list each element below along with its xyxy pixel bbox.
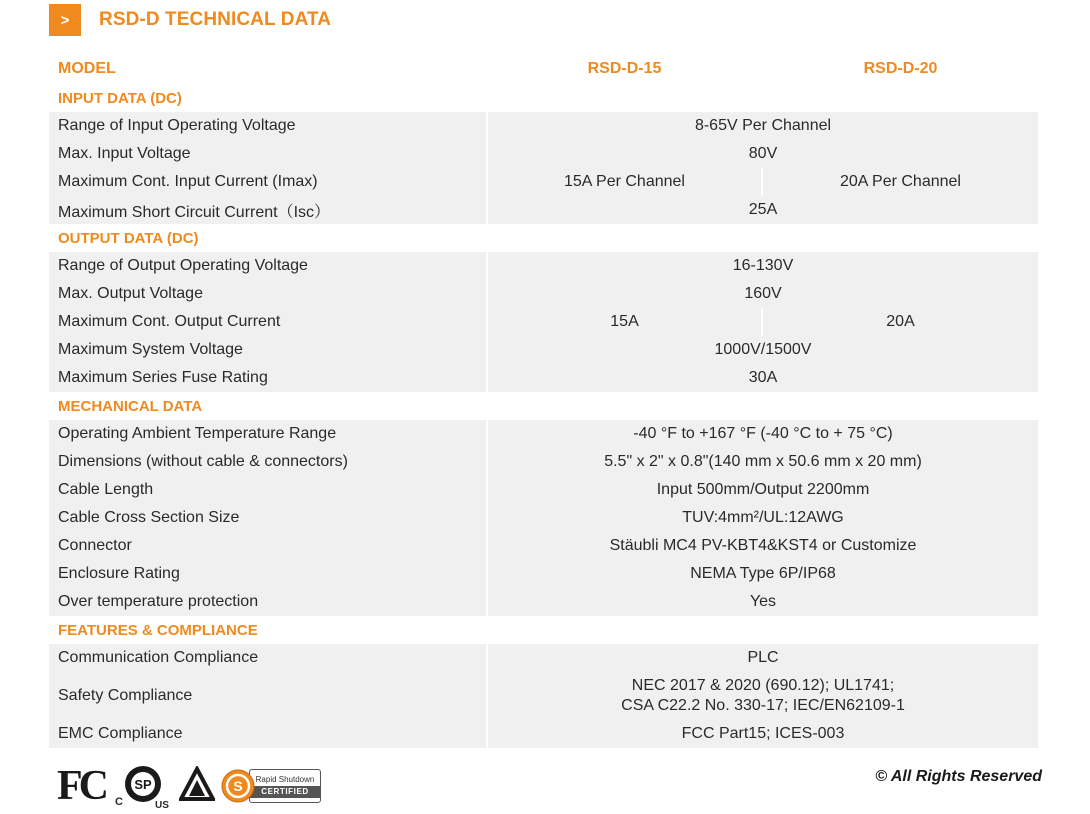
row-value: Input 500mm/Output 2200mm (488, 476, 1038, 504)
svg-text:S: S (233, 778, 243, 794)
model-col-b: RSD-D-20 (863, 60, 938, 77)
row-label: Enclosure Rating (49, 560, 486, 588)
table-row (49, 448, 1038, 476)
row-label: Communication Compliance (49, 644, 486, 672)
row-label: Range of Input Operating Voltage (49, 112, 486, 140)
row-value-a: 15A (488, 308, 761, 336)
model-col-a: RSD-D-15 (587, 60, 662, 77)
row-label: Maximum Cont. Output Current (49, 308, 486, 336)
row-label: Maximum Series Fuse Rating (49, 364, 486, 392)
section-title-row (49, 224, 1038, 252)
row-label: Over temperature protection (49, 588, 486, 616)
table-row (49, 140, 1038, 168)
table-row (49, 560, 1038, 588)
row-value: 8-65V Per Channel (488, 112, 1038, 140)
table-row (49, 196, 1038, 224)
table-row (49, 672, 1038, 720)
row-label: Connector (49, 532, 486, 560)
row-label: Range of Output Operating Voltage (49, 252, 486, 280)
footer (57, 762, 1042, 810)
row-label: Operating Ambient Temperature Range (49, 420, 486, 448)
row-value-a: 15A Per Channel (488, 168, 761, 196)
triangle-logo-icon (179, 766, 215, 807)
row-value-b: 20A Per Channel (763, 168, 1038, 196)
row-value: 25A (488, 196, 1038, 224)
row-value-b: 20A (763, 308, 1038, 336)
table-row (49, 336, 1038, 364)
table-row (49, 252, 1038, 280)
chevron-icon: > (49, 4, 81, 36)
row-value: NEMA Type 6P/IP68 (488, 560, 1038, 588)
table-row (49, 644, 1038, 672)
page-title: RSD-D TECHNICAL DATA (99, 9, 332, 30)
certification-logos (57, 762, 321, 810)
model-label: MODEL (58, 60, 116, 77)
section-title: MECHANICAL DATA (58, 397, 203, 415)
table-row (49, 112, 1038, 140)
section-title: OUTPUT DATA (DC) (58, 229, 199, 247)
row-value: 5.5" x 2" x 0.8"(140 mm x 50.6 mm x 20 mm) (488, 448, 1038, 476)
row-value: FCC Part15; ICES-003 (488, 720, 1038, 748)
section-header (49, 4, 331, 36)
model-header-row (49, 54, 1038, 84)
section-title-row (49, 392, 1038, 420)
table-row (49, 504, 1038, 532)
row-value: PLC (488, 644, 1038, 672)
row-label: Maximum System Voltage (49, 336, 486, 364)
section-title-row (49, 84, 1038, 112)
row-label: Safety Compliance (49, 672, 486, 720)
row-value: 160V (488, 280, 1038, 308)
row-label: Max. Input Voltage (49, 140, 486, 168)
svg-text:SP: SP (134, 777, 152, 792)
table-row (49, 420, 1038, 448)
fcc-logo-icon: FC (57, 763, 105, 809)
row-label: Dimensions (without cable & connectors) (49, 448, 486, 476)
row-label: Maximum Short Circuit Current（Isc） (49, 196, 486, 224)
row-value: 1000V/1500V (488, 336, 1038, 364)
rapid-shutdown-icon (221, 769, 255, 803)
row-value: Yes (488, 588, 1038, 616)
rapid-shutdown-badge: S Rapid Shutdown CERTIFIED (221, 769, 321, 803)
csa-logo-icon: SP C US (115, 762, 171, 810)
row-label: EMC Compliance (49, 720, 486, 748)
row-value-line: CSA C22.2 No. 330-17; IEC/EN62109-1 (621, 697, 905, 714)
table-row (49, 308, 1038, 336)
row-label: Max. Output Voltage (49, 280, 486, 308)
row-label: Maximum Cont. Input Current (Imax) (49, 168, 486, 196)
table-row (49, 720, 1038, 748)
row-value: 16-130V (488, 252, 1038, 280)
table-row (49, 588, 1038, 616)
spec-table (49, 54, 1038, 748)
section-title-row (49, 616, 1038, 644)
row-value: Stäubli MC4 PV-KBT4&KST4 or Customize (488, 532, 1038, 560)
row-value-line: NEC 2017 & 2020 (690.12); UL1741; (631, 677, 895, 694)
row-value: 30A (488, 364, 1038, 392)
row-value (488, 672, 1038, 720)
section-title: INPUT DATA (DC) (58, 89, 182, 107)
row-label: Cable Cross Section Size (49, 504, 486, 532)
table-row (49, 364, 1038, 392)
section-title: FEATURES & COMPLIANCE (58, 621, 258, 639)
row-value: 80V (488, 140, 1038, 168)
row-label: Cable Length (49, 476, 486, 504)
table-row (49, 168, 1038, 196)
copyright-text: © All Rights Reserved (875, 768, 1042, 785)
row-value: -40 °F to +167 °F (-40 °C to + 75 °C) (488, 420, 1038, 448)
row-value: TUV:4mm²/UL:12AWG (488, 504, 1038, 532)
table-row (49, 532, 1038, 560)
table-row (49, 280, 1038, 308)
table-row (49, 476, 1038, 504)
